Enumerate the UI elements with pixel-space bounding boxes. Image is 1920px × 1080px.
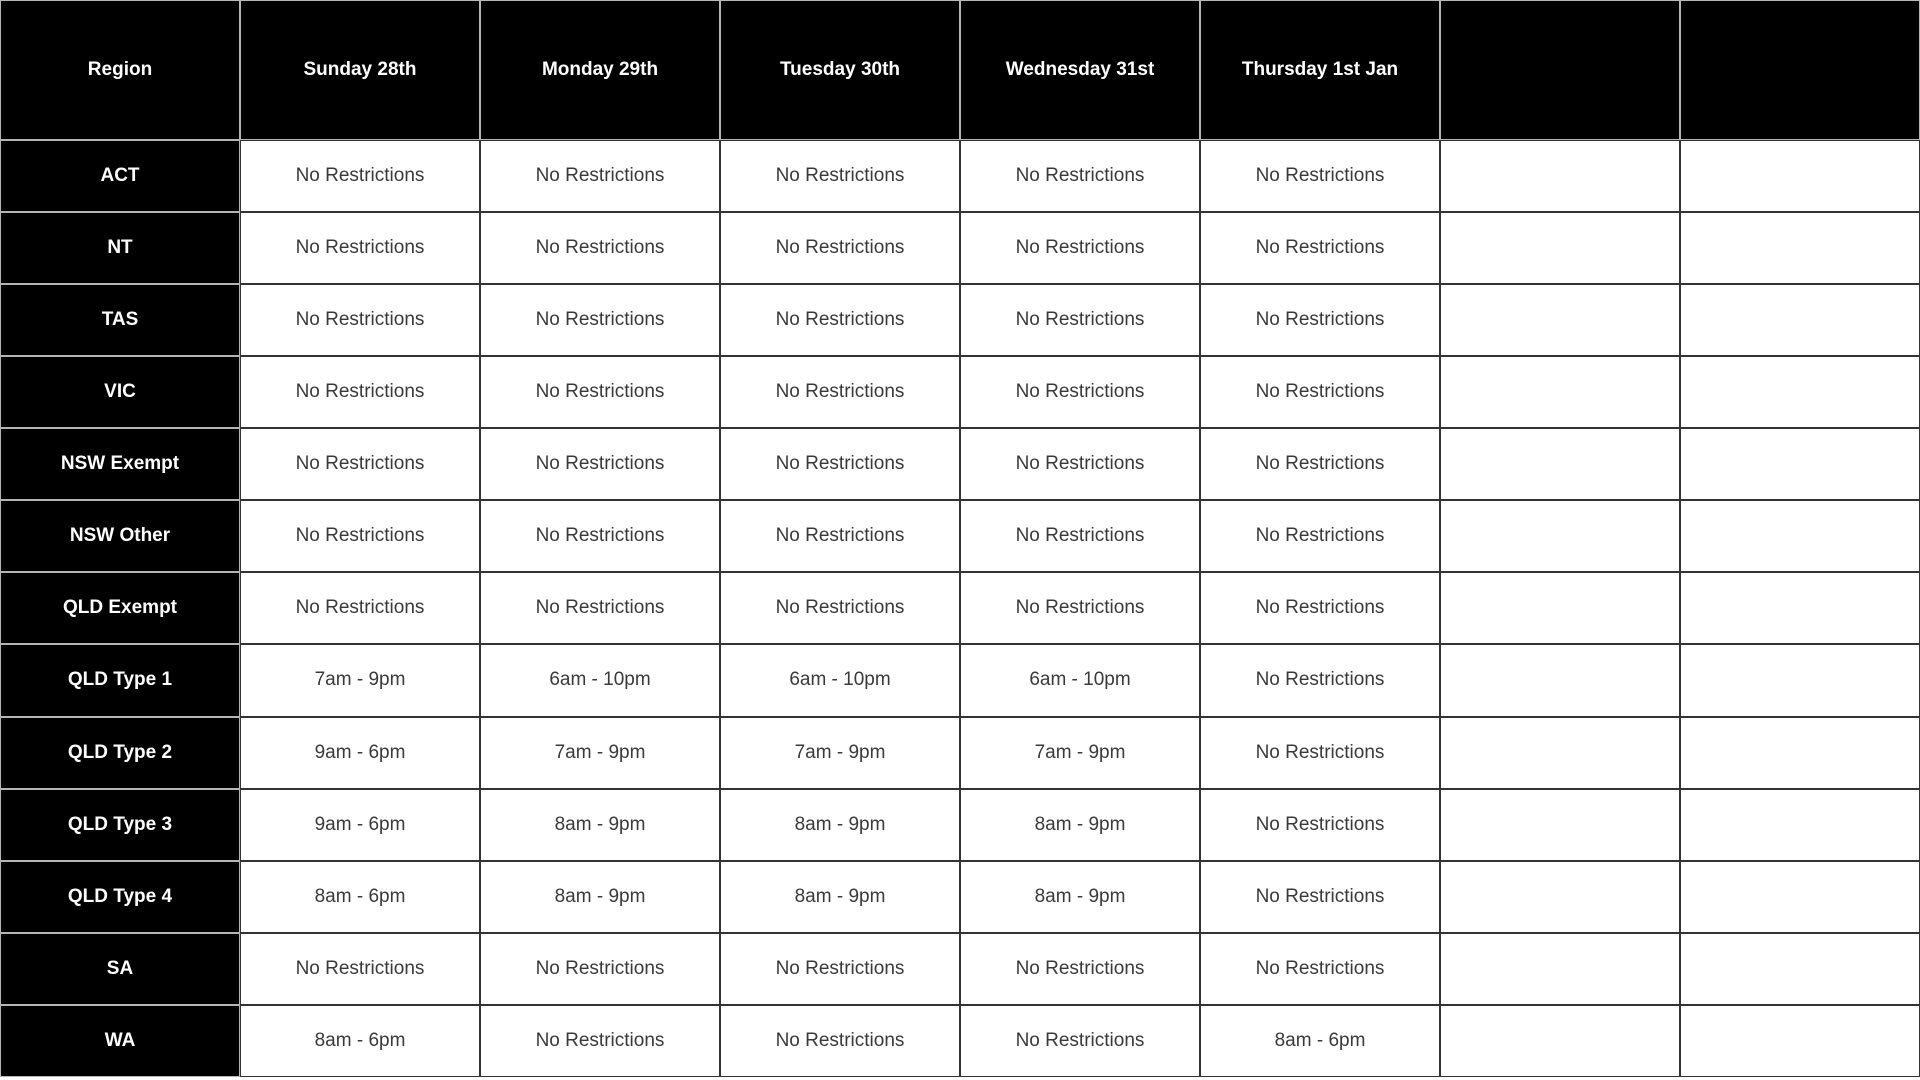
empty-cell — [1680, 789, 1920, 861]
header-row — [0, 0, 1920, 140]
restriction-cell: No Restrictions — [720, 212, 960, 284]
empty-cell — [1440, 933, 1680, 1005]
region-label: TAS — [0, 284, 240, 356]
empty-cell — [1680, 500, 1920, 572]
empty-cell — [1680, 356, 1920, 428]
restriction-cell: 7am - 9pm — [480, 717, 720, 789]
restriction-cell: No Restrictions — [240, 212, 480, 284]
restriction-cell: No Restrictions — [960, 500, 1200, 572]
restriction-cell: 6am - 10pm — [960, 644, 1200, 716]
restriction-cell: No Restrictions — [720, 140, 960, 212]
restriction-cell: No Restrictions — [960, 1005, 1200, 1077]
empty-cell — [1440, 644, 1680, 716]
restriction-cell: No Restrictions — [1200, 717, 1440, 789]
restriction-cell: No Restrictions — [1200, 789, 1440, 861]
column-header-day: Tuesday 30th — [720, 0, 960, 140]
table-row — [0, 789, 1920, 861]
empty-cell — [1440, 1005, 1680, 1077]
restriction-cell: No Restrictions — [720, 1005, 960, 1077]
restriction-cell: No Restrictions — [1200, 644, 1440, 716]
restriction-cell: No Restrictions — [240, 933, 480, 1005]
restriction-cell: 8am - 9pm — [720, 789, 960, 861]
restriction-cell: No Restrictions — [1200, 284, 1440, 356]
restriction-cell: No Restrictions — [1200, 572, 1440, 644]
restriction-cell: No Restrictions — [480, 500, 720, 572]
restriction-cell: 8am - 9pm — [960, 789, 1200, 861]
column-header-empty — [1680, 0, 1920, 140]
restriction-cell: No Restrictions — [240, 140, 480, 212]
restriction-cell: No Restrictions — [720, 356, 960, 428]
restriction-cell: No Restrictions — [1200, 500, 1440, 572]
restriction-cell: No Restrictions — [960, 572, 1200, 644]
restriction-cell: No Restrictions — [1200, 861, 1440, 933]
table-row — [0, 212, 1920, 284]
restriction-cell: No Restrictions — [480, 140, 720, 212]
empty-cell — [1440, 284, 1680, 356]
restriction-cell: No Restrictions — [240, 356, 480, 428]
restriction-cell: 8am - 6pm — [1200, 1005, 1440, 1077]
restriction-cell: No Restrictions — [480, 933, 720, 1005]
region-label: NSW Exempt — [0, 428, 240, 500]
restriction-cell: No Restrictions — [960, 428, 1200, 500]
table-row — [0, 284, 1920, 356]
restriction-cell: 8am - 9pm — [960, 861, 1200, 933]
restriction-cell: 9am - 6pm — [240, 789, 480, 861]
restriction-cell: No Restrictions — [240, 572, 480, 644]
restriction-cell: No Restrictions — [240, 500, 480, 572]
restriction-cell: No Restrictions — [1200, 140, 1440, 212]
column-header-region: Region — [0, 0, 240, 140]
restriction-cell: 6am - 10pm — [480, 644, 720, 716]
region-label: QLD Type 1 — [0, 644, 240, 716]
region-label: NSW Other — [0, 500, 240, 572]
empty-cell — [1680, 428, 1920, 500]
table-row — [0, 428, 1920, 500]
region-label: ACT — [0, 140, 240, 212]
region-label: QLD Type 2 — [0, 717, 240, 789]
empty-cell — [1440, 861, 1680, 933]
empty-cell — [1680, 140, 1920, 212]
region-label: QLD Type 3 — [0, 789, 240, 861]
restriction-cell: 8am - 9pm — [480, 789, 720, 861]
column-header-day: Sunday 28th — [240, 0, 480, 140]
table-row — [0, 356, 1920, 428]
empty-cell — [1440, 500, 1680, 572]
empty-cell — [1680, 717, 1920, 789]
restriction-cell: No Restrictions — [960, 284, 1200, 356]
restriction-cell: 7am - 9pm — [240, 644, 480, 716]
table-body — [0, 140, 1920, 1077]
restriction-cell: No Restrictions — [480, 212, 720, 284]
empty-cell — [1440, 212, 1680, 284]
column-header-day: Monday 29th — [480, 0, 720, 140]
restriction-cell: 9am - 6pm — [240, 717, 480, 789]
empty-cell — [1680, 644, 1920, 716]
restriction-cell: No Restrictions — [1200, 212, 1440, 284]
region-label: NT — [0, 212, 240, 284]
restriction-cell: No Restrictions — [720, 500, 960, 572]
restriction-cell: No Restrictions — [1200, 356, 1440, 428]
empty-cell — [1680, 933, 1920, 1005]
restriction-cell: No Restrictions — [720, 284, 960, 356]
column-header-day: Thursday 1st Jan — [1200, 0, 1440, 140]
table-row — [0, 500, 1920, 572]
table-row — [0, 933, 1920, 1005]
restriction-cell: No Restrictions — [720, 933, 960, 1005]
restriction-cell: No Restrictions — [720, 428, 960, 500]
region-label: VIC — [0, 356, 240, 428]
restriction-cell: 7am - 9pm — [720, 717, 960, 789]
empty-cell — [1440, 572, 1680, 644]
empty-cell — [1680, 284, 1920, 356]
restriction-cell: No Restrictions — [960, 356, 1200, 428]
column-header-day: Wednesday 31st — [960, 0, 1200, 140]
column-header-empty — [1440, 0, 1680, 140]
table-row — [0, 861, 1920, 933]
region-label: SA — [0, 933, 240, 1005]
restriction-cell: No Restrictions — [480, 284, 720, 356]
restriction-cell: 8am - 6pm — [240, 1005, 480, 1077]
restriction-cell: No Restrictions — [240, 428, 480, 500]
table-header — [0, 0, 1920, 140]
restriction-cell: No Restrictions — [1200, 428, 1440, 500]
restriction-cell: No Restrictions — [480, 428, 720, 500]
empty-cell — [1440, 789, 1680, 861]
restriction-cell: No Restrictions — [480, 1005, 720, 1077]
table-row — [0, 717, 1920, 789]
empty-cell — [1680, 1005, 1920, 1077]
empty-cell — [1680, 861, 1920, 933]
table-row — [0, 644, 1920, 716]
restriction-cell: No Restrictions — [240, 284, 480, 356]
empty-cell — [1440, 428, 1680, 500]
empty-cell — [1440, 717, 1680, 789]
restriction-cell: 8am - 9pm — [720, 861, 960, 933]
region-label: QLD Type 4 — [0, 861, 240, 933]
restriction-cell: 8am - 9pm — [480, 861, 720, 933]
restriction-cell: 6am - 10pm — [720, 644, 960, 716]
restriction-cell: No Restrictions — [480, 356, 720, 428]
restriction-cell: No Restrictions — [480, 572, 720, 644]
region-label: WA — [0, 1005, 240, 1077]
restriction-cell: No Restrictions — [1200, 933, 1440, 1005]
table-row — [0, 572, 1920, 644]
table-row — [0, 140, 1920, 212]
empty-cell — [1680, 212, 1920, 284]
empty-cell — [1680, 572, 1920, 644]
restriction-cell: 7am - 9pm — [960, 717, 1200, 789]
restriction-cell: No Restrictions — [960, 140, 1200, 212]
restriction-cell: No Restrictions — [720, 572, 960, 644]
table-row — [0, 1005, 1920, 1077]
restriction-cell: No Restrictions — [960, 212, 1200, 284]
region-label: QLD Exempt — [0, 572, 240, 644]
restriction-cell: 8am - 6pm — [240, 861, 480, 933]
empty-cell — [1440, 140, 1680, 212]
empty-cell — [1440, 356, 1680, 428]
restriction-cell: No Restrictions — [960, 933, 1200, 1005]
